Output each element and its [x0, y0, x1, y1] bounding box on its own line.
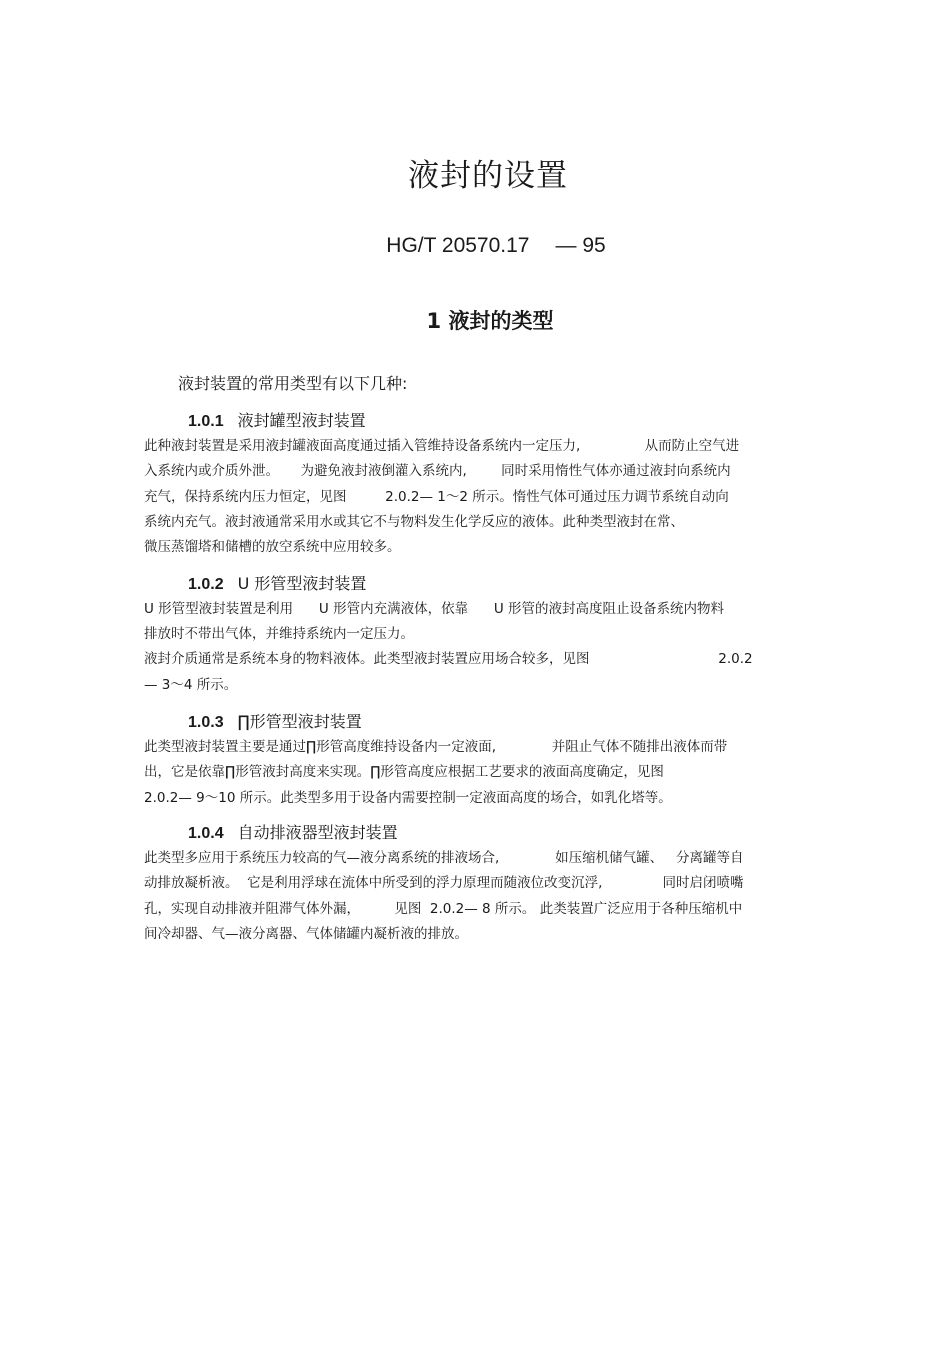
paragraph-line: 液封介质通常是系统本身的物料液体。此类型液封装置应用场合较多，见图 2.0.2	[144, 651, 753, 667]
intro-text: 液封装置的常用类型有以下几种:	[178, 374, 408, 393]
paragraph-line: — 3～4 所示。	[144, 677, 238, 693]
paragraph-line: 2.0.2— 9～10 所示。此类型多用于设备内需要控制一定液面高度的场合，如乳化塔等。	[144, 790, 672, 806]
chapter-title: 1 液封的类型	[426, 309, 554, 333]
paragraph-line: 动排放凝析液。 它是利用浮球在流体中所受到的浮力原理而随液位改变沉浮, 同时启闭喷嘴	[144, 875, 744, 891]
paragraph-line: 系统内充气。液封液通常采用水或其它不与物料发生化学反应的液体。此种类型液封在常、	[144, 514, 684, 530]
paragraph-line: 孔，实现自动排液并阻滞气体外漏， 见图 2.0.2— 8 所示。 此类装置广泛应用于各种压缩机中	[144, 901, 743, 917]
standard-code	[0, 234, 950, 258]
paragraph-line: 此类型多应用于系统压力较高的气—液分离系统的排液场合, 如压缩机储气罐、 分离罐等自	[144, 850, 744, 866]
section-title: U 形管型液封装置	[237, 574, 367, 593]
section-title: 自动排液器型液封装置	[237, 823, 398, 842]
paragraph-line: 出，它是依靠∏形管液封高度来实现。∏形管高度应根据工艺要求的液面高度确定，见图	[144, 764, 664, 780]
section-number: 1.0.3	[188, 714, 224, 731]
section-heading-1-0-2	[188, 571, 366, 594]
paragraph-line: 充气，保持系统内压力恒定，见图 2.0.2— 1～2 所示。惰性气体可通过压力调节系统自动向	[144, 489, 729, 505]
paragraph-line: 排放时不带出气体，并维持系统内一定压力。	[144, 626, 414, 642]
section-number: 1.0.1	[188, 413, 224, 430]
standard-code-prefix: HG/T 20570.17	[386, 234, 530, 257]
paragraph-line: U 形管型液封装置是利用 U 形管内充满液体，依靠 U 形管的液封高度阻止设备系统内物料	[144, 601, 725, 617]
section-title: ∏形管型液封装置	[237, 712, 362, 731]
section-number: 1.0.2	[188, 576, 224, 593]
paragraph-line: 入系统内或介质外泄。 为避免液封液倒灌入系统内, 同时采用惰性气体亦通过液封向系统内	[144, 463, 731, 479]
section-heading-1-0-1	[188, 408, 366, 431]
section-number: 1.0.4	[188, 825, 224, 842]
standard-code-suffix: — 95	[555, 234, 606, 257]
paragraph-line: 此类型液封装置主要是通过∏形管高度维持设备内一定液面, 并阻止气体不随排出液体而带	[144, 739, 728, 755]
paragraph-line: 间冷却器、气—液分离器、气体储罐内凝析液的排放。	[144, 926, 468, 942]
paragraph-line: 微压蒸馏塔和储槽的放空系统中应用较多。	[144, 539, 401, 555]
section-title: 液封罐型液封装置	[237, 411, 366, 430]
section-heading-1-0-4	[188, 820, 398, 843]
document-title: 液封的设置	[408, 158, 568, 194]
section-heading-1-0-3	[188, 709, 362, 732]
paragraph-line: 此种液封装置是采用液封罐液面高度通过插入管维持设备系统内一定压力, 从而防止空气进	[144, 438, 740, 454]
